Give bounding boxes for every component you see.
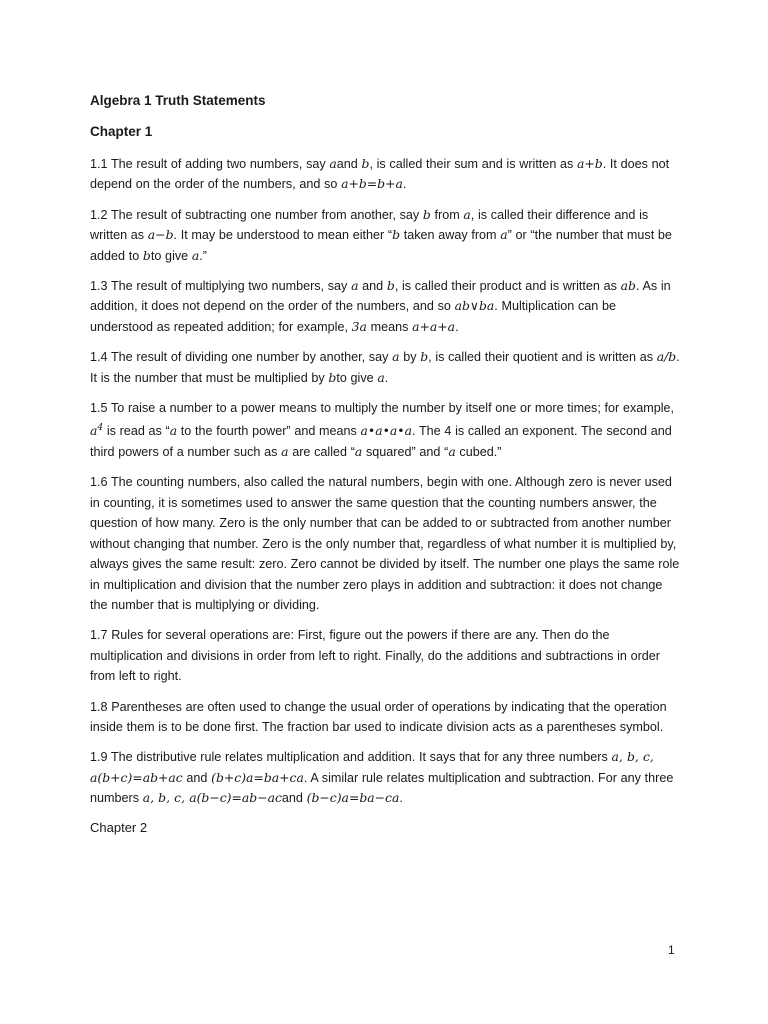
chapter-2-heading: Chapter 2 xyxy=(90,819,148,835)
statement-1-4 xyxy=(90,347,680,388)
math: a, b, c, a(b+c)=ab+ac xyxy=(90,749,654,785)
text: to the fourth power” and means xyxy=(177,424,361,439)
text: and xyxy=(182,770,212,785)
text: and xyxy=(358,279,387,294)
math: (b+c)a=ba+ca xyxy=(211,769,304,785)
text: . It does not depend on the order of the numbers, and so xyxy=(90,157,670,192)
text: . It is the number that must be multiplied by xyxy=(90,350,680,385)
document-title: Algebra 1 Truth Statements xyxy=(90,93,266,108)
text: squared” and “ xyxy=(362,445,449,460)
page-number: 1 xyxy=(668,943,675,957)
text: cubed.” xyxy=(455,445,502,460)
math: a xyxy=(169,423,178,439)
text: 1.9 The distributive rule relates multiplication and addition. It says that for any three numbers xyxy=(90,750,612,765)
math: b xyxy=(328,369,337,385)
math: a+b=b+a xyxy=(341,176,403,192)
math: ab xyxy=(620,278,636,294)
statement-1-5 xyxy=(90,398,680,462)
math: a xyxy=(463,206,471,222)
math: a xyxy=(191,247,200,263)
math: a xyxy=(448,444,456,460)
math: a xyxy=(90,423,98,439)
statement-1-7: 1.7 Rules for several operations are: First, figure out the powers if there are any. Then do the multiplication and divisions in order from left to right. Finally, do the additions and subtractions in order from left to right. xyxy=(90,628,660,684)
text: taken away from xyxy=(400,228,501,243)
math: (b−c)a=ba−ca xyxy=(306,790,400,806)
statement-1-3 xyxy=(90,276,680,337)
math: a, b, c, a(b−c)=ab−ac xyxy=(142,790,282,806)
math: ab∨ba xyxy=(454,298,495,314)
exponent: 4 xyxy=(97,423,104,434)
text: 1.5 To raise a number to a power means to multiply the number by itself one or more times; for example, xyxy=(90,401,675,416)
text: .” xyxy=(199,248,207,263)
math: a xyxy=(377,369,385,385)
math: a xyxy=(500,227,508,243)
text: . As in addition, it does not depend on the order of the numbers, and so xyxy=(90,279,671,314)
text: , is called their quotient and is written as xyxy=(428,350,657,365)
statement-1-1 xyxy=(90,154,680,195)
math: b xyxy=(386,278,395,294)
chapter-1-heading: Chapter 1 xyxy=(90,124,153,139)
text: are called “ xyxy=(288,445,355,460)
math: a+a+a xyxy=(412,318,456,334)
text: . It may be understood to mean either “ xyxy=(173,228,393,243)
text: and xyxy=(336,157,362,171)
math: a xyxy=(392,349,400,365)
math: b xyxy=(361,156,370,171)
text: is read as “ xyxy=(103,424,170,439)
statement-1-6: 1.6 The counting numbers, also called the natural numbers, begin with one. Although zero is never used in counting, it is sometimes used to answer the same question that the counting numbers answer, the question of how many. Zero is the only number that can be added to or subtracted from another number without changing that number. Zero is the only number that, regardless of what number it is multiplied by, always gives the same result: zero. Zero cannot be divided by itself. The number one plays the same role in multiplication and division that the number zero plays in addition and subtraction: it does not change the number that is multiplying or dividing. xyxy=(90,475,680,612)
statement-1-8: 1.8 Parentheses are often used to change the usual order of operations by indicating that the operation inside them is to be done first. The fraction bar used to indicate division acts as a parentheses symbol. xyxy=(90,699,667,734)
math: a xyxy=(329,156,337,171)
text: ” or “the number that must be added to xyxy=(90,228,672,263)
math: b xyxy=(422,206,431,222)
text: by xyxy=(399,350,421,365)
math: a+b xyxy=(577,156,603,171)
text: . xyxy=(399,791,403,806)
math: a•a•a•a xyxy=(360,423,413,439)
text: to give xyxy=(336,370,378,385)
text: . A similar rule relates multiplication and subtraction. For any three numbers xyxy=(90,770,674,806)
text: , is called their difference and is written as xyxy=(90,207,649,243)
text: , is called their sum and is written as xyxy=(369,157,578,171)
math: b xyxy=(420,349,429,365)
statement-1-9 xyxy=(90,747,680,808)
text: means xyxy=(366,319,413,334)
text: . xyxy=(455,319,459,334)
math: b xyxy=(142,247,151,263)
math: a/b xyxy=(656,349,677,365)
text: , is called their product and is written as xyxy=(394,279,621,294)
text: 1.1 The result of adding two numbers, say xyxy=(90,157,330,171)
math: a−b xyxy=(147,227,174,243)
math: a xyxy=(354,444,363,460)
text: . xyxy=(402,177,407,192)
text: from xyxy=(430,207,464,222)
math: b xyxy=(392,227,401,243)
text: 1.2 The result of subtracting one number from another, say xyxy=(90,207,423,222)
document-page xyxy=(90,92,680,837)
text: 1.4 The result of dividing one number by another, say xyxy=(90,350,393,365)
text: . The 4 is called an exponent. The second and third powers of a number such as xyxy=(90,424,672,460)
text: . Multiplication can be understood as repeated addition; for example, xyxy=(90,299,617,334)
math: a xyxy=(351,278,359,294)
text: to give xyxy=(150,248,192,263)
text: 1.3 The result of multiplying two numbers, say xyxy=(90,279,352,294)
math: 3a xyxy=(351,318,367,334)
text: and xyxy=(281,791,307,806)
math: a xyxy=(281,444,289,460)
statement-1-2 xyxy=(90,205,680,266)
text: . xyxy=(384,370,389,385)
